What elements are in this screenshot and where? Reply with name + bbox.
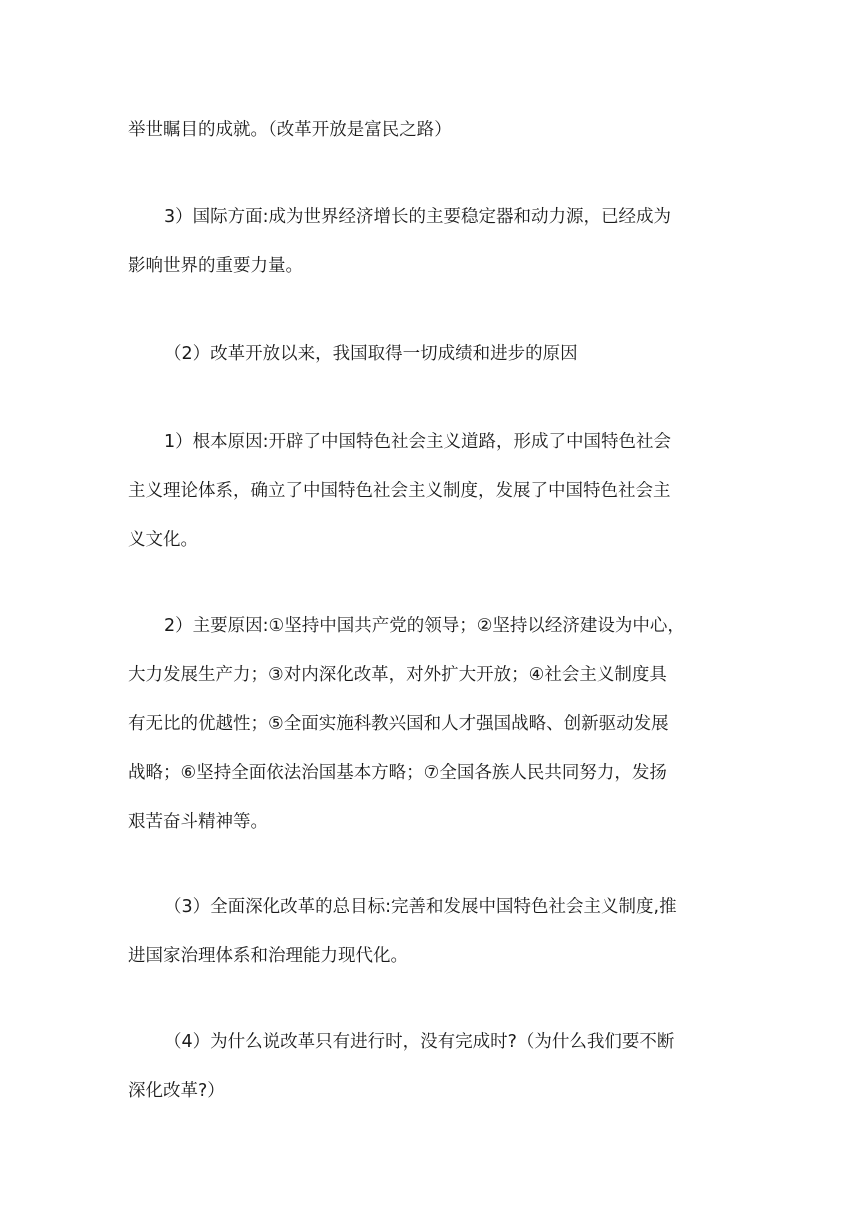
text-line: 2）主要原因:①坚持中国共产党的领导；②坚持以经济建设为中心， (164, 616, 685, 636)
text-line: （3）全面深化改革的总目标:完善和发展中国特色社会主义制度,推 (164, 897, 677, 917)
text-line: 深化改革?） (128, 1081, 225, 1101)
text-line: 举世瞩目的成就。（改革开放是富民之路） (128, 120, 452, 140)
paragraph-5 (128, 602, 738, 847)
text-line: 影响世界的重要力量。 (128, 256, 303, 276)
paragraph-2 (128, 193, 738, 291)
text-line: 主义理论体系，确立了中国特色社会主义制度，发展了中国特色社会主 (128, 481, 671, 501)
paragraph-1 (128, 106, 738, 155)
text-line: 有无比的优越性；⑤全面实施科教兴国和人才强国战略、创新驱动发展 (128, 714, 669, 734)
text-line: 战略；⑥坚持全面依法治国基本方略；⑦全国各族人民共同努力，发扬 (128, 763, 667, 783)
text-line: 艰苦奋斗精神等。 (128, 812, 268, 832)
text-line: 3）国际方面:成为世界经济增长的主要稳定器和动力源，已经成为 (164, 207, 672, 227)
text-line: （4）为什么说改革只有进行时，没有完成时?（为什么我们要不断 (164, 1032, 675, 1052)
text-line: 大力发展生产力；③对内深化改革，对外扩大开放；④社会主义制度具 (128, 665, 667, 685)
text-line: 义文化。 (128, 530, 198, 550)
text-line: 进国家治理体系和治理能力现代化。 (128, 946, 408, 966)
paragraph-3 (128, 330, 738, 379)
text-line: （2）改革开放以来，我国取得一切成绩和进步的原因 (164, 344, 578, 364)
paragraph-7 (128, 1018, 738, 1116)
paragraph-6 (128, 883, 738, 981)
paragraph-4 (128, 418, 738, 565)
text-line: 1）根本原因:开辟了中国特色社会主义道路，形成了中国特色社会 (164, 432, 672, 452)
